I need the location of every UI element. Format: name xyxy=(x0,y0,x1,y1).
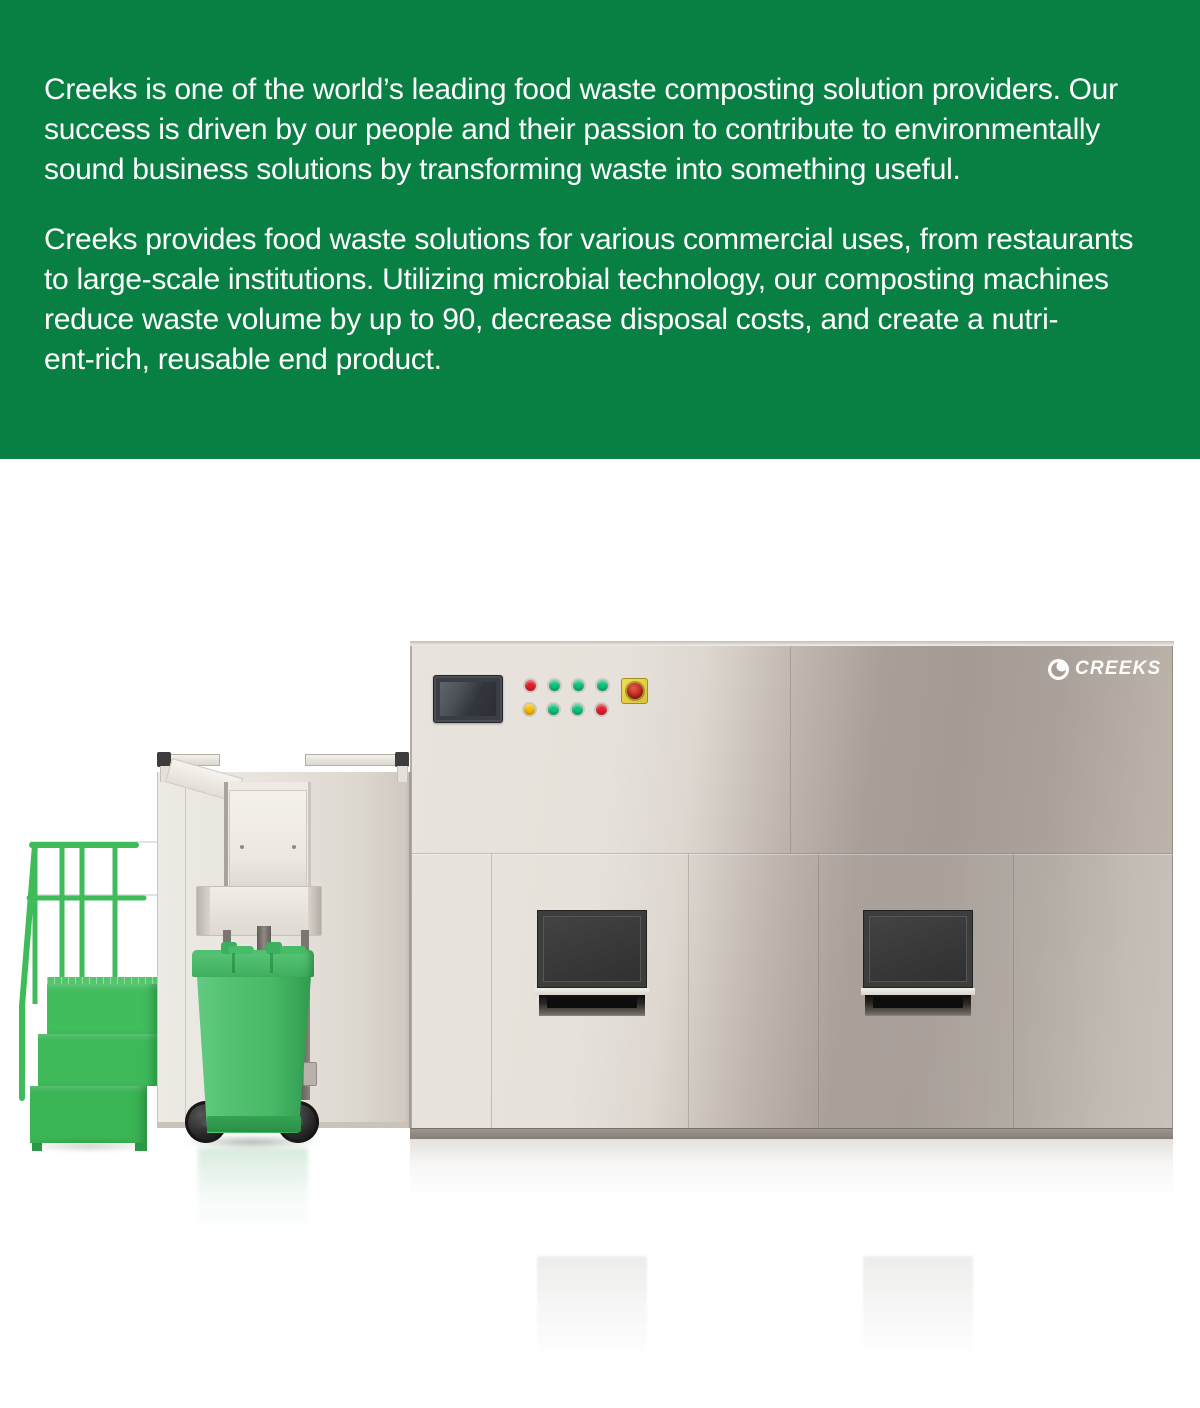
panel-seam xyxy=(688,854,689,1128)
panel-seam xyxy=(790,646,791,853)
hatch-reflection xyxy=(537,1256,647,1360)
panel-seam xyxy=(1013,854,1014,1128)
touchscreen-display xyxy=(433,675,503,723)
indicator-light-row-2 xyxy=(524,704,607,715)
indicator-light-row-1 xyxy=(525,680,608,691)
panel-seam xyxy=(491,854,492,1128)
panel-seam xyxy=(818,854,819,1128)
output-hatch-recess xyxy=(865,995,971,1016)
output-hatch-lip xyxy=(535,988,649,995)
lid-notch xyxy=(232,953,235,973)
stair-step-bottom xyxy=(30,1086,147,1143)
panel-seam xyxy=(412,853,1173,854)
emergency-stop-button xyxy=(627,683,643,699)
bin-reflection xyxy=(198,1148,308,1234)
output-hatch-recess xyxy=(539,995,645,1016)
indicator-light-green xyxy=(572,704,583,715)
machine-base xyxy=(410,1128,1173,1139)
indicator-light-red xyxy=(525,680,536,691)
wheelie-bin-lid xyxy=(192,950,314,977)
stair-step-middle xyxy=(38,1034,157,1086)
stair-shadow xyxy=(24,1140,154,1152)
emergency-stop-plate xyxy=(621,678,648,704)
machine-reflection xyxy=(410,1139,1173,1199)
output-hatch-door xyxy=(537,910,647,988)
intro-paragraph-1: Creeks is one of the world’s leading food waste composting solution providers. Our success is driven by our people and their passion to contribute to environmentally sound business solutions by transforming waste into something useful. xyxy=(44,73,1118,186)
wheelie-bin-foot-bar xyxy=(207,1116,301,1132)
rail-post xyxy=(397,766,408,782)
output-hatch xyxy=(537,910,647,1016)
cabinet-latch xyxy=(303,1062,317,1086)
output-tray xyxy=(873,997,963,1008)
output-hatch-door xyxy=(863,910,973,988)
creeks-logo xyxy=(1048,658,1161,680)
wheelie-bin-body xyxy=(197,977,311,1133)
intro-banner xyxy=(0,0,1200,459)
cabinet-machine-junction xyxy=(409,772,412,1128)
composting-machine-illustration xyxy=(0,459,1200,1408)
indicator-light-red xyxy=(596,704,607,715)
hatch-reflection xyxy=(863,1256,973,1360)
lid-notch xyxy=(270,953,273,973)
output-hatch-lip xyxy=(861,988,975,995)
bin-shadow xyxy=(182,1135,322,1149)
panel-seam xyxy=(185,772,186,1128)
intro-paragraph-2: Creeks provides food waste solutions for various commercial uses, from restaurants to large-scale institutions. Utilizing microbial technology, our composting machines reduce waste volume by up to 90, decrease disposal costs, and create a nutri- ent-rich, reusable end product. xyxy=(44,223,1134,376)
machine-body xyxy=(410,645,1173,1128)
stair-step-top xyxy=(47,984,157,1034)
screen-face xyxy=(440,682,496,716)
output-tray xyxy=(547,997,637,1008)
creeks-logo-icon xyxy=(1048,659,1069,680)
indicator-light-green xyxy=(573,680,584,691)
output-hatch xyxy=(863,910,973,1016)
rail-end-cap xyxy=(395,752,409,767)
lifter-carriage xyxy=(229,790,307,890)
lifter-top-rail-right xyxy=(305,754,409,766)
creeks-logo-text: CREEKS xyxy=(1075,658,1162,679)
indicator-light-green xyxy=(549,680,560,691)
indicator-light-green xyxy=(548,704,559,715)
indicator-light-yellow xyxy=(524,704,535,715)
lid-handle xyxy=(280,946,306,954)
indicator-light-green xyxy=(597,680,608,691)
